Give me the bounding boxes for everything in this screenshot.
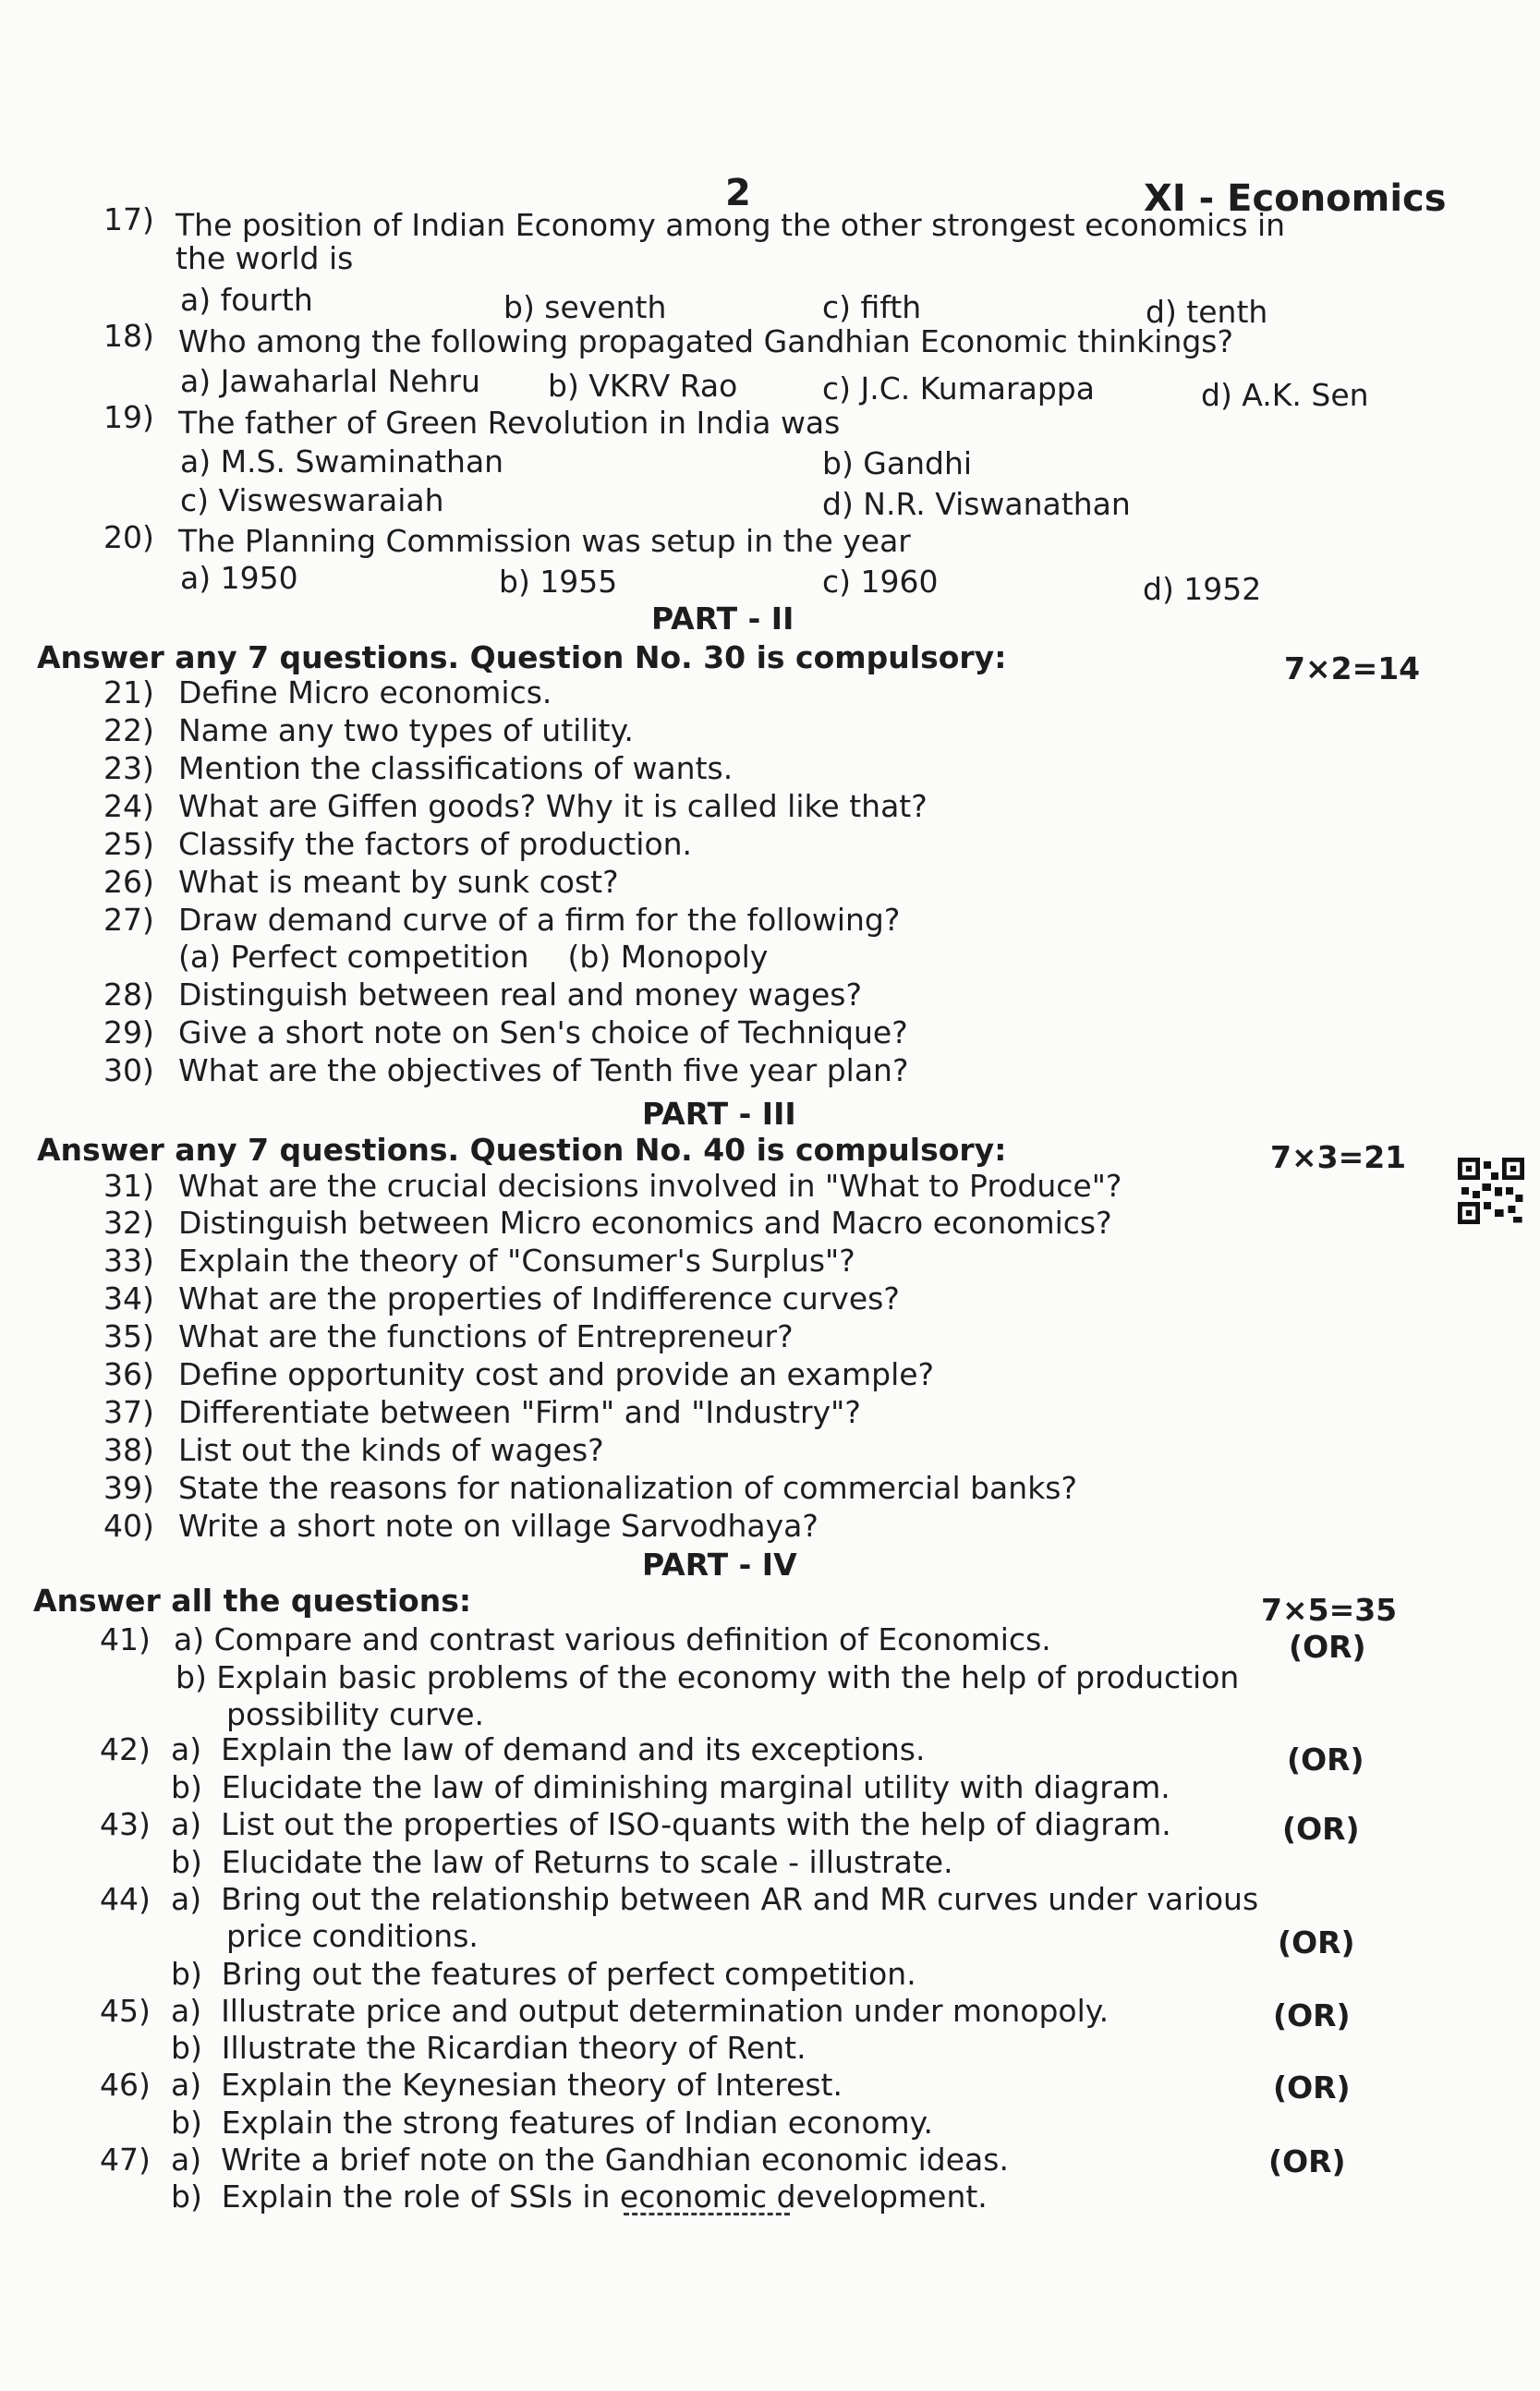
- option-b: b) VKRV Rao: [548, 368, 738, 404]
- part-2-marks: 7×2=14: [1284, 650, 1421, 686]
- question-number: 44): [100, 1881, 151, 1917]
- question-text: What are the functions of Entrepreneur?: [178, 1318, 794, 1354]
- option-b-cont: possibility curve.: [226, 1696, 485, 1732]
- option-b: b) Explain basic problems of the economy with the help of production: [176, 1659, 1240, 1695]
- option-c: c) fifth: [822, 289, 922, 325]
- question-text: What are the objectives of Tenth five year plan?: [178, 1052, 909, 1088]
- option-b: b) 1955: [499, 564, 618, 600]
- question-text: Classify the factors of production.: [178, 826, 693, 862]
- option-d: d) N.R. Viswanathan: [822, 486, 1131, 522]
- question-number: 24): [103, 788, 154, 824]
- question-number: 18): [103, 318, 154, 354]
- or-label: (OR): [1273, 2069, 1351, 2106]
- question-text: The Planning Commission was setup in the year: [178, 523, 911, 559]
- option-b: b) seventh: [503, 289, 667, 325]
- option-c: c) J.C. Kumarappa: [822, 370, 1095, 407]
- question-number: 45): [100, 1993, 151, 2029]
- question-number: 17): [103, 201, 154, 237]
- option-a: a) Explain the law of demand and its exceptions.: [171, 1731, 926, 1767]
- question-number: 38): [103, 1432, 154, 1468]
- question-text: List out the kinds of wages?: [178, 1432, 604, 1468]
- question-text: Mention the classifications of wants.: [178, 750, 734, 786]
- part-4-title: PART - IV: [642, 1547, 797, 1583]
- option-b: b) Elucidate the law of diminishing marginal utility with diagram.: [171, 1769, 1170, 1805]
- question-number: 42): [100, 1731, 151, 1767]
- question-text: Distinguish between real and money wages?: [178, 977, 862, 1013]
- option-d: d) A.K. Sen: [1201, 377, 1369, 413]
- option-d: d) 1952: [1143, 571, 1262, 607]
- question-number: 19): [103, 399, 154, 435]
- question-subparts: (a) Perfect competition (b) Monopoly: [178, 939, 769, 975]
- question-number: 31): [103, 1168, 154, 1204]
- option-d: d) tenth: [1146, 294, 1268, 330]
- question-text: Define Micro economics.: [178, 674, 552, 710]
- question-number: 22): [103, 712, 154, 748]
- question-number: 41): [100, 1621, 151, 1657]
- or-label: (OR): [1287, 1742, 1364, 1778]
- question-text: Draw demand curve of a firm for the following?: [178, 902, 901, 938]
- option-a: a) Write a brief note on the Gandhian economic ideas.: [171, 2142, 1009, 2178]
- part-2-instruction: Answer any 7 questions. Question No. 30 is compulsory:: [37, 639, 1007, 675]
- option-a: a) fourth: [180, 282, 313, 318]
- qr-code-icon: [1458, 1158, 1524, 1224]
- option-a: a) Jawaharlal Nehru: [180, 363, 480, 399]
- part-3-title: PART - III: [642, 1096, 796, 1132]
- question-text: The position of Indian Economy among the other strongest economics in: [176, 207, 1286, 243]
- option-b: b) Elucidate the law of Returns to scale - illustrate.: [171, 1844, 953, 1880]
- question-text: Name any two types of utility.: [178, 712, 634, 748]
- option-a: a) Explain the Keynesian theory of Interest.: [171, 2067, 843, 2103]
- part-4-instruction: Answer all the questions:: [33, 1583, 472, 1619]
- option-a-cont: price conditions.: [226, 1918, 479, 1954]
- question-text: Define opportunity cost and provide an example?: [178, 1356, 935, 1392]
- question-number: 30): [103, 1052, 154, 1088]
- question-number: 21): [103, 674, 154, 710]
- option-a: a) List out the properties of ISO-quants with the help of diagram.: [171, 1806, 1171, 1842]
- part-3-instruction: Answer any 7 questions. Question No. 40 is compulsory:: [37, 1132, 1007, 1168]
- or-label: (OR): [1289, 1629, 1366, 1665]
- question-number: 25): [103, 826, 154, 862]
- option-b: b) Bring out the features of perfect competition.: [171, 1956, 916, 1992]
- option-a: a) M.S. Swaminathan: [180, 443, 504, 479]
- question-text: Who among the following propagated Gandhian Economic thinkings?: [178, 323, 1234, 359]
- question-text: State the reasons for nationalization of commercial banks?: [178, 1470, 1078, 1506]
- question-number: 46): [100, 2067, 151, 2103]
- question-text: What are the crucial decisions involved in "What to Produce"?: [178, 1168, 1122, 1204]
- or-label: (OR): [1282, 1811, 1360, 1847]
- question-number: 37): [103, 1394, 154, 1430]
- question-text: Differentiate between "Firm" and "Industry"?: [178, 1394, 861, 1430]
- question-number: 36): [103, 1356, 154, 1392]
- question-text: What is meant by sunk cost?: [178, 864, 619, 900]
- question-text-cont: the world is: [176, 240, 354, 276]
- or-label: (OR): [1278, 1924, 1355, 1960]
- question-number: 32): [103, 1205, 154, 1241]
- question-number: 23): [103, 750, 154, 786]
- page-number: 2: [725, 172, 751, 214]
- option-b: b) Illustrate the Ricardian theory of Rent.: [171, 2030, 806, 2066]
- option-c: c) 1960: [822, 564, 939, 600]
- option-a: a) 1950: [180, 560, 298, 596]
- question-text: Explain the theory of "Consumer's Surplus"?: [178, 1243, 855, 1279]
- question-number: 29): [103, 1014, 154, 1050]
- question-number: 47): [100, 2142, 151, 2178]
- option-b: b) Explain the strong features of Indian economy.: [171, 2105, 933, 2141]
- question-number: 26): [103, 864, 154, 900]
- question-number: 33): [103, 1243, 154, 1279]
- option-a: a) Bring out the relationship between AR and MR curves under various: [171, 1881, 1259, 1917]
- part-2-title: PART - II: [651, 601, 794, 637]
- option-c: c) Visweswaraiah: [180, 482, 444, 518]
- question-number: 35): [103, 1318, 154, 1354]
- question-number: 40): [103, 1508, 154, 1544]
- question-text: Distinguish between Micro economics and Macro economics?: [178, 1205, 1112, 1241]
- part-3-marks: 7×3=21: [1270, 1139, 1407, 1175]
- part-4-marks: 7×5=35: [1261, 1592, 1398, 1628]
- option-b: b) Explain the role of SSIs in economic development.: [171, 2179, 988, 2215]
- question-text: What are the properties of Indifference curves?: [178, 1280, 900, 1317]
- question-number: 28): [103, 977, 154, 1013]
- question-number: 43): [100, 1806, 151, 1842]
- question-number: 27): [103, 902, 154, 938]
- option-a: a) Compare and contrast various definition of Economics.: [174, 1621, 1051, 1657]
- option-a: a) Illustrate price and output determination under monopoly.: [171, 1993, 1110, 2029]
- or-label: (OR): [1273, 1997, 1351, 2033]
- question-text: Give a short note on Sen's choice of Technique?: [178, 1014, 908, 1050]
- end-divider: [624, 2213, 790, 2215]
- question-number: 20): [103, 519, 154, 555]
- or-label: (OR): [1268, 2143, 1346, 2179]
- question-text: The father of Green Revolution in India was: [178, 405, 841, 441]
- question-number: 39): [103, 1470, 154, 1506]
- option-b: b) Gandhi: [822, 445, 973, 481]
- question-text: What are Giffen goods? Why it is called like that?: [178, 788, 928, 824]
- question-text: Write a short note on village Sarvodhaya?: [178, 1508, 819, 1544]
- subject-title: XI - Economics: [1144, 177, 1447, 220]
- question-number: 34): [103, 1280, 154, 1317]
